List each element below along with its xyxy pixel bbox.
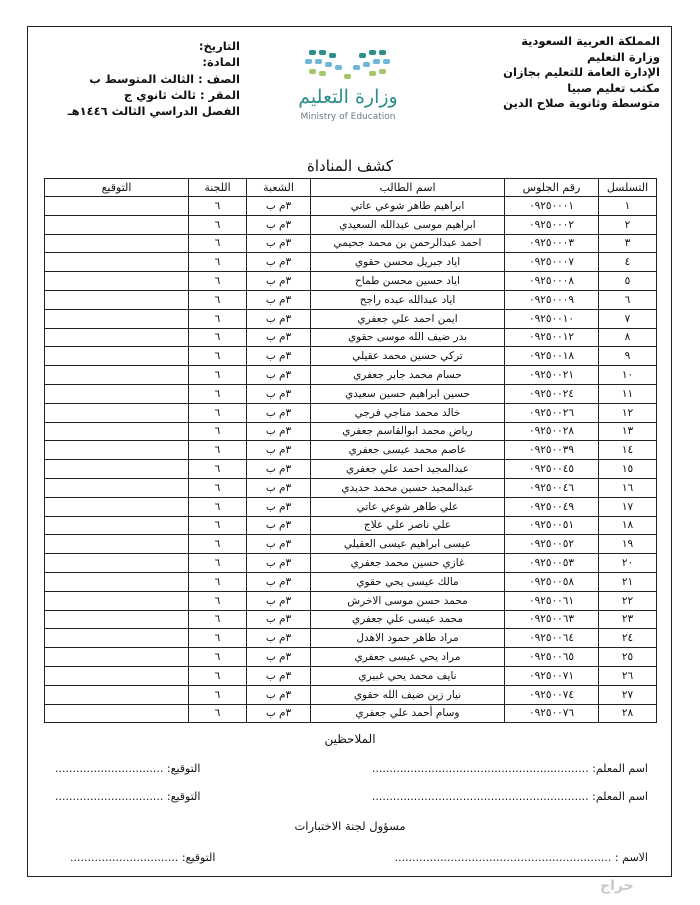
table-row bbox=[45, 478, 657, 497]
teacher-name-label: اسم المعلم: bbox=[592, 790, 648, 803]
cell-committee: ٦ bbox=[189, 441, 247, 460]
cell-seat: ٠٩٢٥٠٠٢١ bbox=[505, 366, 599, 385]
cell-seat: ٠٩٢٥٠٠١٠ bbox=[505, 309, 599, 328]
table-row bbox=[45, 704, 657, 723]
teacher-signature-line-1 bbox=[55, 762, 200, 775]
cell-committee: ٦ bbox=[189, 347, 247, 366]
cell-committee: ٦ bbox=[189, 422, 247, 441]
cell-seq: ٦ bbox=[599, 290, 657, 309]
cell-committee: ٦ bbox=[189, 309, 247, 328]
dotted-line: ............................... bbox=[371, 790, 481, 803]
ministry-name: وزارة التعليم bbox=[587, 49, 660, 64]
cell-signature bbox=[45, 685, 189, 704]
cell-signature bbox=[45, 666, 189, 685]
cell-seq: ٢٨ bbox=[599, 704, 657, 723]
date-label: التاريخ: bbox=[198, 39, 240, 53]
table-row bbox=[45, 441, 657, 460]
table-row bbox=[45, 516, 657, 535]
cell-name: عاصم محمد عيسى جعفري bbox=[311, 441, 505, 460]
table-row bbox=[45, 403, 657, 422]
cell-seat: ٠٩٢٥٠٠٧٦ bbox=[505, 704, 599, 723]
table-row bbox=[45, 366, 657, 385]
cell-seat: ٠٩٢٥٠٠٤٦ bbox=[505, 478, 599, 497]
school-name: متوسطة وثانوية صلاح الدين bbox=[503, 96, 660, 110]
dotted-line: ............................... bbox=[394, 851, 504, 864]
cell-seq: ٢٠ bbox=[599, 554, 657, 573]
watermark: حراج bbox=[600, 878, 634, 894]
cell-signature bbox=[45, 497, 189, 516]
cell-seq: ١٠ bbox=[599, 366, 657, 385]
table-row bbox=[45, 610, 657, 629]
cell-seq: ١ bbox=[599, 197, 657, 216]
cell-signature bbox=[45, 629, 189, 648]
cell-section: ٣م ب bbox=[247, 591, 311, 610]
signature-label: التوقيع: bbox=[166, 790, 201, 803]
office-name: مكتب تعليم صبيا bbox=[567, 80, 660, 95]
table-row bbox=[45, 648, 657, 667]
cell-signature bbox=[45, 591, 189, 610]
subject-label: المادة: bbox=[202, 55, 240, 70]
cell-signature bbox=[45, 290, 189, 309]
column-header: اسم الطالب bbox=[311, 179, 505, 197]
cell-seq: ٢١ bbox=[599, 572, 657, 591]
cell-committee: ٦ bbox=[189, 704, 247, 723]
cell-name: عبدالمجيد حسين محمد حديدي bbox=[311, 478, 505, 497]
cell-name: نيار زين ضيف الله حقوي bbox=[311, 685, 505, 704]
table-row bbox=[45, 290, 657, 309]
table-row bbox=[45, 554, 657, 573]
table-row bbox=[45, 347, 657, 366]
cell-section: ٣م ب bbox=[247, 234, 311, 253]
table-row bbox=[45, 253, 657, 272]
cell-seat: ٠٩٢٥٠٠٠٢ bbox=[505, 215, 599, 234]
cell-section: ٣م ب bbox=[247, 497, 311, 516]
cell-signature bbox=[45, 478, 189, 497]
cell-seq: ١٥ bbox=[599, 460, 657, 479]
cell-seq: ٧ bbox=[599, 309, 657, 328]
table-row bbox=[45, 572, 657, 591]
logo-dots-icon bbox=[283, 44, 413, 88]
cell-signature bbox=[45, 516, 189, 535]
cell-section: ٣م ب bbox=[247, 347, 311, 366]
location-label: المقر : ثالث ثانوي ج bbox=[123, 87, 240, 102]
cell-signature bbox=[45, 366, 189, 385]
cell-section: ٣م ب bbox=[247, 460, 311, 479]
cell-seq: ٢٤ bbox=[599, 629, 657, 648]
kingdom-name: المملكة العربية السعودية bbox=[521, 34, 660, 48]
cell-section: ٣م ب bbox=[247, 648, 311, 667]
cell-committee: ٦ bbox=[189, 629, 247, 648]
cell-seq: ٩ bbox=[599, 347, 657, 366]
cell-name: حسام محمد جابر جعفري bbox=[311, 366, 505, 385]
cell-seat: ٠٩٢٥٠٠٥٢ bbox=[505, 535, 599, 554]
roster-table bbox=[44, 178, 657, 723]
cell-name: اياد عبدالله عبده راجح bbox=[311, 290, 505, 309]
cell-section: ٣م ب bbox=[247, 610, 311, 629]
cell-signature bbox=[45, 272, 189, 291]
cell-signature bbox=[45, 215, 189, 234]
cell-seat: ٠٩٢٥٠٠٦٤ bbox=[505, 629, 599, 648]
cell-name: تركي حسين محمد عقيلي bbox=[311, 347, 505, 366]
cell-section: ٣م ب bbox=[247, 422, 311, 441]
cell-seat: ٠٩٢٥٠٠٢٤ bbox=[505, 384, 599, 403]
grade-label: الصف : الثالث المتوسط ب bbox=[89, 71, 240, 86]
cell-seq: ١٤ bbox=[599, 441, 657, 460]
table-header-row bbox=[45, 179, 657, 197]
cell-seq: ٢٧ bbox=[599, 685, 657, 704]
cell-signature bbox=[45, 309, 189, 328]
notes-title: الملاحظين bbox=[324, 732, 376, 746]
cell-committee: ٦ bbox=[189, 403, 247, 422]
page-title: كشف المناداة bbox=[306, 157, 394, 175]
cell-signature bbox=[45, 535, 189, 554]
cell-name: علي ناصر علي علاج bbox=[311, 516, 505, 535]
cell-signature bbox=[45, 554, 189, 573]
cell-committee: ٦ bbox=[189, 666, 247, 685]
cell-section: ٣م ب bbox=[247, 403, 311, 422]
directorate-name: الإدارة العامة للتعليم بجازان bbox=[503, 65, 660, 79]
dotted-line: ............................... bbox=[70, 851, 179, 864]
cell-seat: ٠٩٢٥٠٠٥٣ bbox=[505, 554, 599, 573]
table-row bbox=[45, 535, 657, 554]
table-row bbox=[45, 309, 657, 328]
table-row bbox=[45, 685, 657, 704]
cell-seat: ٠٩٢٥٠٠٧٤ bbox=[505, 685, 599, 704]
cell-seq: ٢٣ bbox=[599, 610, 657, 629]
teacher-signature-line-2 bbox=[55, 790, 200, 803]
cell-section: ٣م ب bbox=[247, 685, 311, 704]
cell-name: ابراهيم موسى عبدالله السعيدي bbox=[311, 215, 505, 234]
cell-name: وسام أحمد علي جعفري bbox=[311, 704, 505, 723]
table-row bbox=[45, 234, 657, 253]
table-row bbox=[45, 328, 657, 347]
dotted-line: ............................... bbox=[55, 790, 164, 803]
cell-seq: ٨ bbox=[599, 328, 657, 347]
teacher-name-line-2 bbox=[372, 790, 648, 803]
cell-name: رياض محمد ابوالقاسم جعفري bbox=[311, 422, 505, 441]
cell-signature bbox=[45, 197, 189, 216]
cell-seat: ٠٩٢٥٠٠٦٥ bbox=[505, 648, 599, 667]
table-row bbox=[45, 666, 657, 685]
cell-committee: ٦ bbox=[189, 685, 247, 704]
cell-seat: ٠٩٢٥٠٠١٨ bbox=[505, 347, 599, 366]
cell-seat: ٠٩٢٥٠٠٠٩ bbox=[505, 290, 599, 309]
cell-name: مراد طاهر حمود الاهدل bbox=[311, 629, 505, 648]
column-header: رقم الجلوس bbox=[505, 179, 599, 197]
cell-seq: ١٩ bbox=[599, 535, 657, 554]
cell-committee: ٦ bbox=[189, 572, 247, 591]
cell-committee: ٦ bbox=[189, 197, 247, 216]
table-row bbox=[45, 629, 657, 648]
cell-committee: ٦ bbox=[189, 610, 247, 629]
cell-committee: ٦ bbox=[189, 328, 247, 347]
cell-committee: ٦ bbox=[189, 648, 247, 667]
table-row bbox=[45, 460, 657, 479]
cell-seq: ٢٢ bbox=[599, 591, 657, 610]
cell-name: خالد محمد مناجي فرجي bbox=[311, 403, 505, 422]
cell-seat: ٠٩٢٥٠٠٥١ bbox=[505, 516, 599, 535]
cell-signature bbox=[45, 704, 189, 723]
cell-signature bbox=[45, 328, 189, 347]
cell-committee: ٦ bbox=[189, 384, 247, 403]
cell-seat: ٠٩٢٥٠٠٠٨ bbox=[505, 272, 599, 291]
cell-signature bbox=[45, 460, 189, 479]
cell-seat: ٠٩٢٥٠٠٢٨ bbox=[505, 422, 599, 441]
signature-label: التوقيع: bbox=[181, 851, 216, 864]
cell-section: ٣م ب bbox=[247, 704, 311, 723]
cell-seq: ٢ bbox=[599, 215, 657, 234]
cell-committee: ٦ bbox=[189, 366, 247, 385]
name-label: الاسم : bbox=[614, 851, 648, 864]
dotted-line: ............................... bbox=[371, 762, 481, 775]
cell-seat: ٠٩٢٥٠٠٠١ bbox=[505, 197, 599, 216]
cell-section: ٣م ب bbox=[247, 384, 311, 403]
header-left bbox=[40, 38, 240, 119]
cell-section: ٣م ب bbox=[247, 666, 311, 685]
cell-section: ٣م ب bbox=[247, 328, 311, 347]
cell-seat: ٠٩٢٥٠٠٠٧ bbox=[505, 253, 599, 272]
cell-signature bbox=[45, 347, 189, 366]
column-header: اللجنة bbox=[189, 179, 247, 197]
cell-section: ٣م ب bbox=[247, 478, 311, 497]
cell-seat: ٠٩٢٥٠٠٤٥ bbox=[505, 460, 599, 479]
cell-committee: ٦ bbox=[189, 554, 247, 573]
cell-committee: ٦ bbox=[189, 591, 247, 610]
cell-signature bbox=[45, 403, 189, 422]
cell-seq: ١٣ bbox=[599, 422, 657, 441]
cell-seat: ٠٩٢٥٠٠٦١ bbox=[505, 591, 599, 610]
term-label: الفصل الدراسي الثالث ١٤٤٦هـ bbox=[67, 104, 240, 119]
cell-signature bbox=[45, 253, 189, 272]
cell-signature bbox=[45, 234, 189, 253]
teacher-name-line-1 bbox=[372, 762, 648, 775]
cell-section: ٣م ب bbox=[247, 290, 311, 309]
cell-seat: ٠٩٢٥٠٠٤٩ bbox=[505, 497, 599, 516]
cell-name: اياد جبريل محسن حقوي bbox=[311, 253, 505, 272]
cell-section: ٣م ب bbox=[247, 572, 311, 591]
committee-title: مسؤول لجنة الاختبارات bbox=[294, 819, 406, 833]
cell-name: ايمن احمد علي جعفري bbox=[311, 309, 505, 328]
cell-section: ٣م ب bbox=[247, 629, 311, 648]
table-row bbox=[45, 272, 657, 291]
cell-seq: ١٦ bbox=[599, 478, 657, 497]
cell-name: ابراهيم طاهر شوعي عاتي bbox=[311, 197, 505, 216]
cell-section: ٣م ب bbox=[247, 309, 311, 328]
dotted-line: ............................... bbox=[480, 790, 589, 803]
cell-seq: ١٨ bbox=[599, 516, 657, 535]
cell-committee: ٦ bbox=[189, 290, 247, 309]
cell-name: مراد يحي عيسى جعفري bbox=[311, 648, 505, 667]
cell-seq: ٢٦ bbox=[599, 666, 657, 685]
teacher-name-label: اسم المعلم: bbox=[592, 762, 648, 775]
cell-committee: ٦ bbox=[189, 215, 247, 234]
cell-signature bbox=[45, 422, 189, 441]
logo-english-text: Ministry of Education bbox=[300, 112, 396, 122]
table-row bbox=[45, 591, 657, 610]
cell-committee: ٦ bbox=[189, 478, 247, 497]
cell-name: حسين ابراهيم حسين سعيدي bbox=[311, 384, 505, 403]
cell-section: ٣م ب bbox=[247, 535, 311, 554]
cell-committee: ٦ bbox=[189, 535, 247, 554]
cell-signature bbox=[45, 441, 189, 460]
committee-name-line bbox=[395, 851, 648, 864]
cell-seq: ٣ bbox=[599, 234, 657, 253]
cell-seat: ٠٩٢٥٠٠٢٦ bbox=[505, 403, 599, 422]
dotted-line: ............................... bbox=[55, 762, 164, 775]
logo-arabic-text: وزارة التعليم bbox=[298, 86, 398, 108]
committee-signature-line bbox=[70, 851, 215, 864]
cell-name: احمد عبدالرحمن بن محمد جحيمي bbox=[311, 234, 505, 253]
signature-label: التوقيع: bbox=[166, 762, 201, 775]
cell-seat: ٠٩٢٥٠٠٣٩ bbox=[505, 441, 599, 460]
dotted-line: ............................... bbox=[503, 851, 612, 864]
cell-seq: ١١ bbox=[599, 384, 657, 403]
cell-committee: ٦ bbox=[189, 272, 247, 291]
cell-section: ٣م ب bbox=[247, 516, 311, 535]
column-header: التسلسل bbox=[599, 179, 657, 197]
cell-seq: ٤ bbox=[599, 253, 657, 272]
cell-name: غازي حسين محمد جعفري bbox=[311, 554, 505, 573]
column-header: الشعبة bbox=[247, 179, 311, 197]
cell-committee: ٦ bbox=[189, 460, 247, 479]
cell-name: عيسى ابراهيم عيسى العقيلي bbox=[311, 535, 505, 554]
cell-name: نايف محمد يحي غبيري bbox=[311, 666, 505, 685]
cell-name: مالك عيسى يحي حقوي bbox=[311, 572, 505, 591]
cell-signature bbox=[45, 610, 189, 629]
cell-committee: ٦ bbox=[189, 497, 247, 516]
cell-name: بدر ضيف الله موسى حقوي bbox=[311, 328, 505, 347]
cell-signature bbox=[45, 648, 189, 667]
header-right bbox=[430, 34, 660, 112]
table-row bbox=[45, 197, 657, 216]
cell-seq: ٢٥ bbox=[599, 648, 657, 667]
cell-seq: ١٧ bbox=[599, 497, 657, 516]
cell-name: محمد عيسى علي جعفري bbox=[311, 610, 505, 629]
table-row bbox=[45, 215, 657, 234]
cell-section: ٣م ب bbox=[247, 441, 311, 460]
cell-committee: ٦ bbox=[189, 516, 247, 535]
cell-seq: ١٢ bbox=[599, 403, 657, 422]
column-header: التوقيع bbox=[45, 179, 189, 197]
cell-seat: ٠٩٢٥٠٠٦٣ bbox=[505, 610, 599, 629]
cell-seat: ٠٩٢٥٠٠٥٨ bbox=[505, 572, 599, 591]
cell-signature bbox=[45, 384, 189, 403]
dotted-line: ............................... bbox=[480, 762, 589, 775]
cell-section: ٣م ب bbox=[247, 215, 311, 234]
cell-committee: ٦ bbox=[189, 253, 247, 272]
cell-section: ٣م ب bbox=[247, 272, 311, 291]
cell-seq: ٥ bbox=[599, 272, 657, 291]
cell-signature bbox=[45, 572, 189, 591]
cell-section: ٣م ب bbox=[247, 197, 311, 216]
cell-section: ٣م ب bbox=[247, 366, 311, 385]
ministry-logo bbox=[283, 44, 413, 126]
cell-seat: ٠٩٢٥٠٠١٢ bbox=[505, 328, 599, 347]
cell-committee: ٦ bbox=[189, 234, 247, 253]
cell-name: اياد حسين محسن طماح bbox=[311, 272, 505, 291]
table-row bbox=[45, 384, 657, 403]
cell-seat: ٠٩٢٥٠٠٠٣ bbox=[505, 234, 599, 253]
cell-name: عبدالمجيد احمد علي جعفري bbox=[311, 460, 505, 479]
cell-section: ٣م ب bbox=[247, 253, 311, 272]
table-row bbox=[45, 497, 657, 516]
cell-name: علي طاهر شوعي عاتي bbox=[311, 497, 505, 516]
cell-seat: ٠٩٢٥٠٠٧١ bbox=[505, 666, 599, 685]
cell-name: محمد حسن موسى الاخرش bbox=[311, 591, 505, 610]
table-row bbox=[45, 422, 657, 441]
cell-section: ٣م ب bbox=[247, 554, 311, 573]
